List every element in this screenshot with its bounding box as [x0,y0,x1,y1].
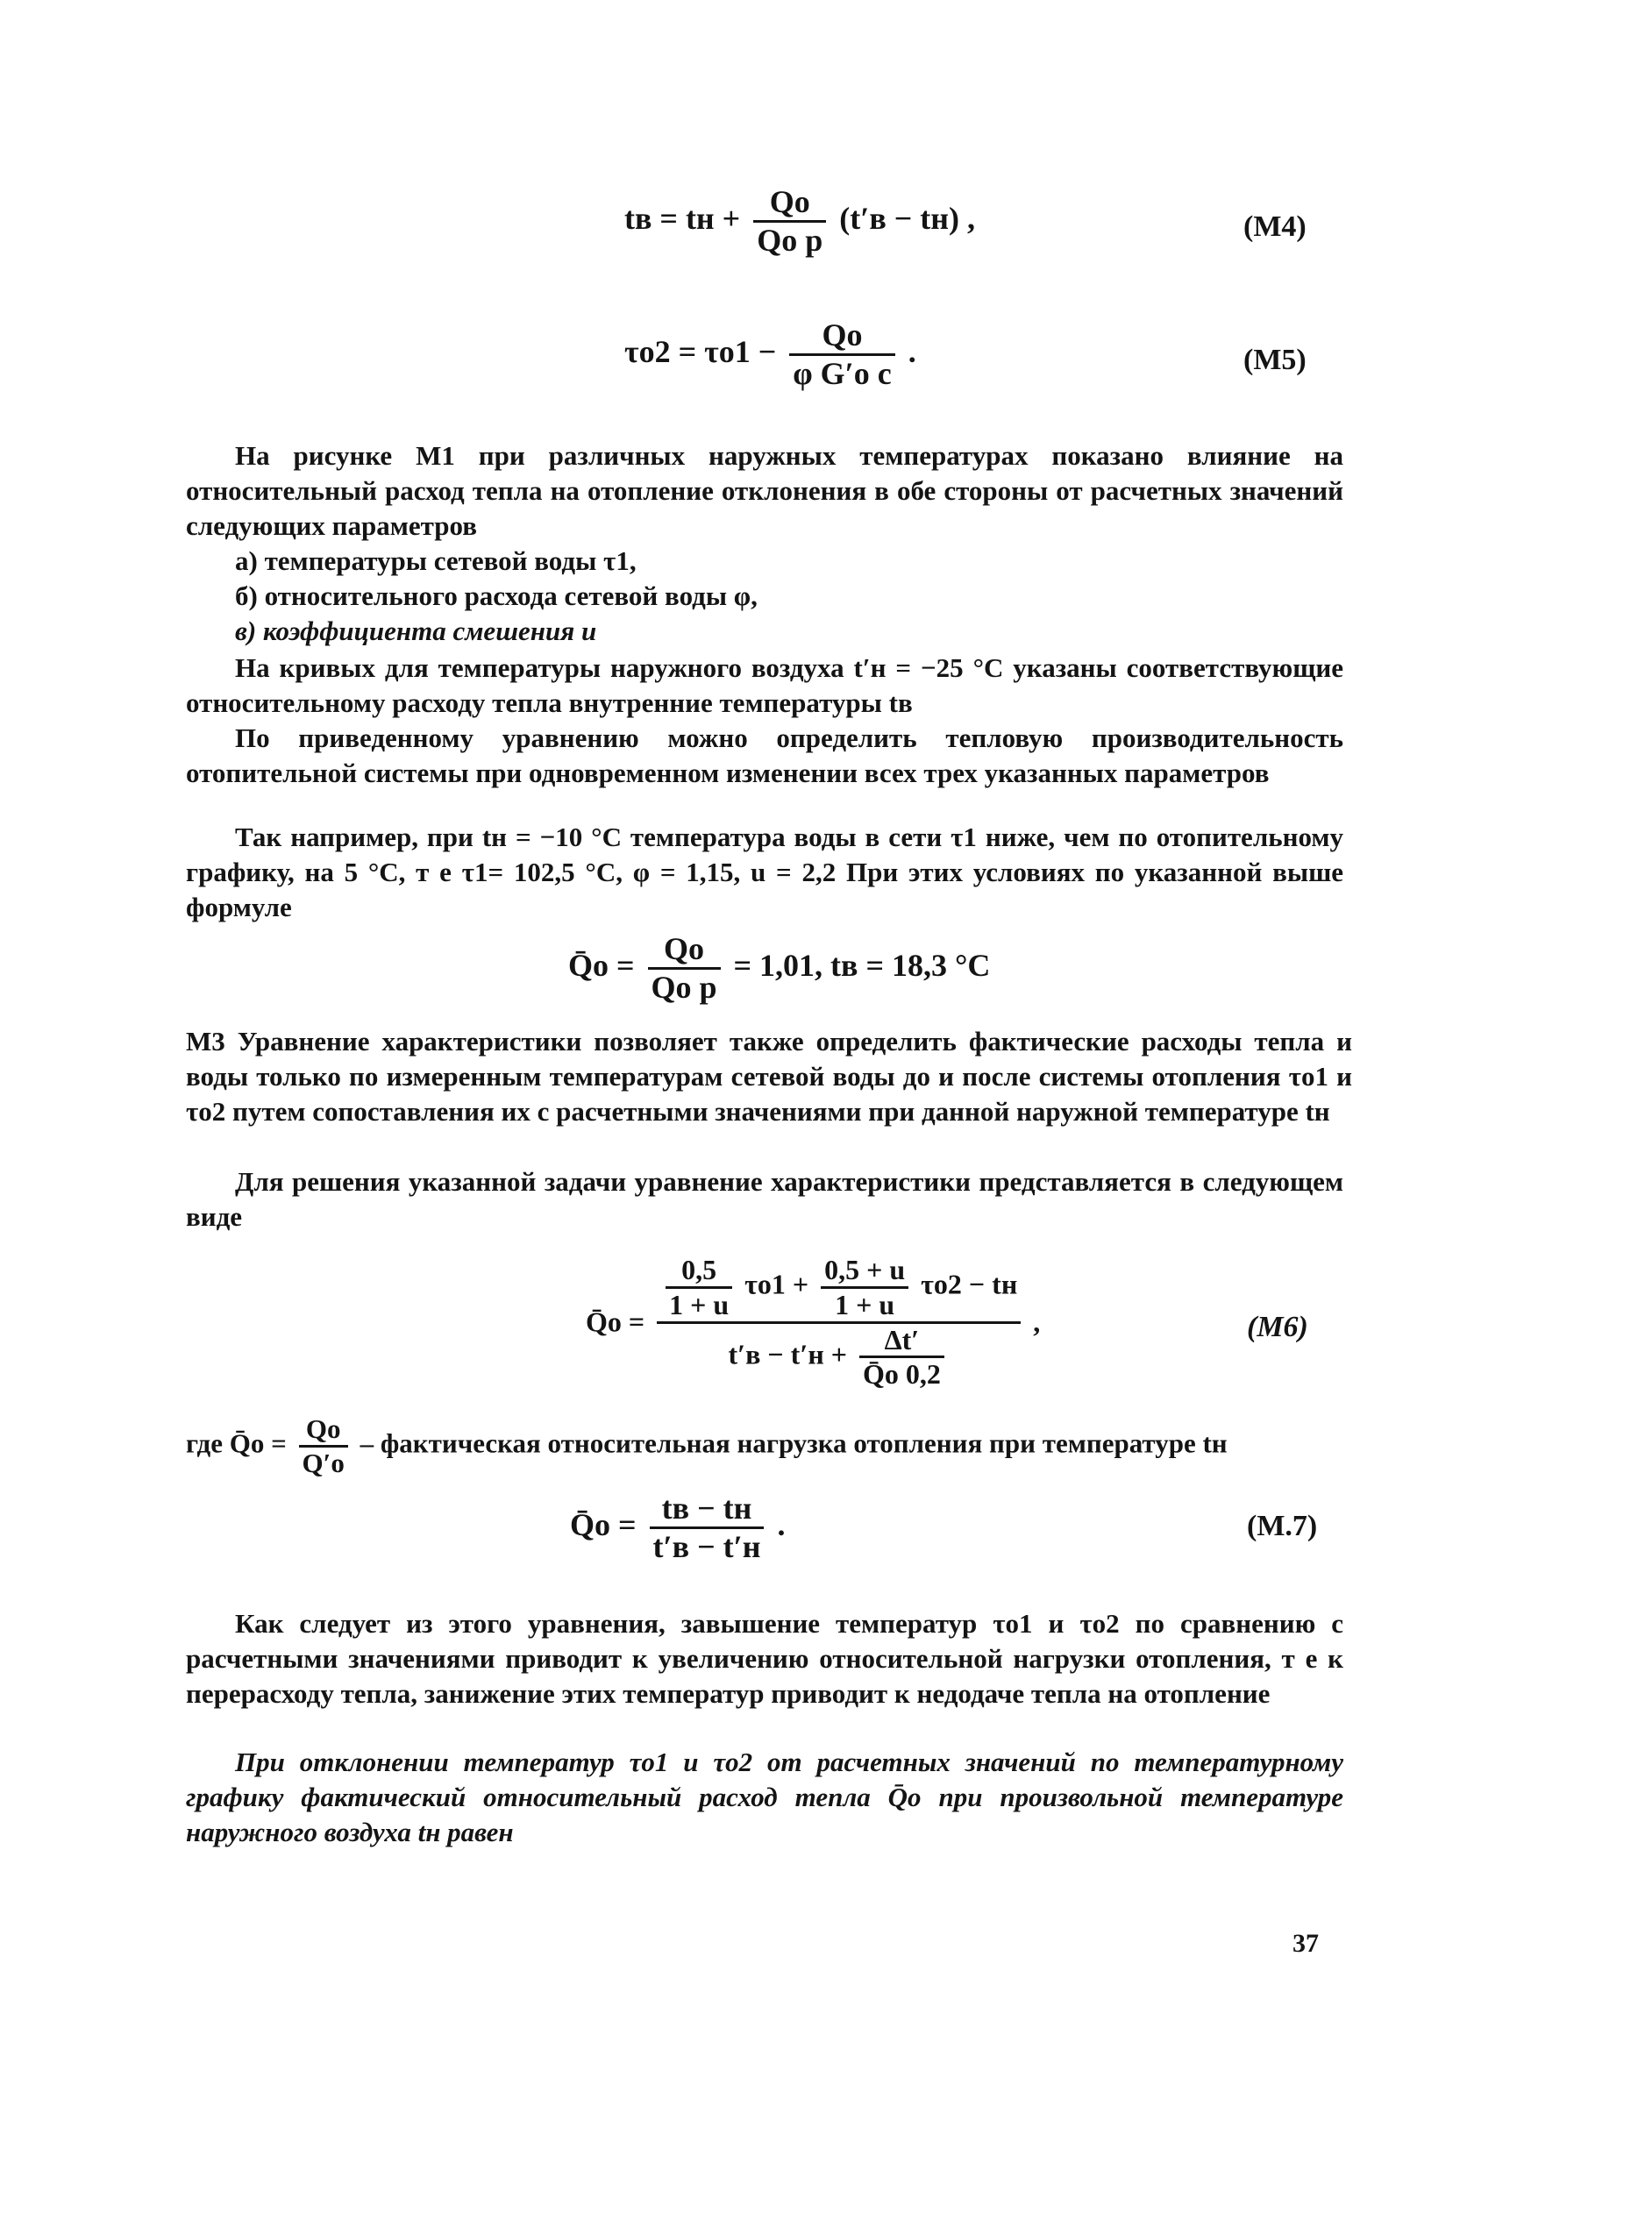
equation-m6-coef-b [821,1254,908,1321]
paragraph-6: Для решения указанной задачи уравнение характеристики представляется в следующем виде [186,1166,1343,1232]
list-item-c: в) коэффициента смешения u [235,616,597,646]
equation-example-fraction [648,931,721,1007]
definition-denominator: Q′о [302,1447,345,1478]
equation-m6-den-fraction [859,1324,944,1391]
definition-fraction [299,1413,348,1478]
equation-m7-lhs: Q̄о = [570,1507,637,1543]
equation-m6-den-text: t′в − t′н + [728,1338,847,1370]
page-number: 37 [1292,1929,1319,1958]
equation-m4-label: (М4) [1243,210,1307,243]
equation-m7-denominator: t′в − t′н [652,1529,761,1565]
paragraph-3: По приведенному уравнению можно определить тепловую производительность отопительной системы при одновременном изменении всех трех указанных параметров [186,722,1343,788]
equation-m5 [624,317,916,393]
definition-text: – фактическая относительная нагрузка отопления при температуре tн [360,1427,1228,1459]
equation-m4-numerator: Qо [753,184,826,223]
coef-a-denominator: 1 + u [669,1288,730,1320]
equation-example [568,931,990,1007]
equation-m7-label: (М.7) [1247,1510,1318,1542]
paragraph-7: Как следует из этого уравнения, завышение температур τо1 и τо2 по сравнению с расчетными значениями приводит к увеличению относительной нагрузки отопления, т е к перерасходу тепла, занижение этих температур приводит к недодаче тепла на отопление [186,1608,1343,1709]
definition-prefix: где [186,1427,223,1459]
equation-m4-denominator: Qо р [757,223,823,259]
equation-m5-label: (М5) [1243,344,1307,376]
coef-b-denominator: 1 + u [835,1288,895,1320]
equation-example-rhs: = 1,01, tв = 18,3 °C [733,948,991,984]
equation-m5-denominator: φ G′о c [793,356,892,392]
paragraph-8: При отклонении температур τо1 и τо2 от расчетных значений по температурному графику фактический относительный расход тепла Q̄о при произвольной температуре наружного воздуха tн равен [186,1747,1343,1847]
equation-m4-fraction [753,184,826,260]
equation-m6-main-fraction [657,1254,1021,1391]
equation-m6-tail: , [1033,1306,1041,1338]
paragraph-2: На кривых для температуры наружного воздуха t′н = −25 °C указаны соответствующие относительному расходу тепла внутренние температуры tв [186,652,1343,718]
equation-example-numerator: Qо [648,931,721,970]
equation-m6 [586,1254,1040,1391]
equation-m4 [624,184,975,260]
equation-m5-numerator: Qо [789,317,895,356]
equation-m7-fraction [650,1491,765,1566]
list-item-a: а) температуры сетевой воды τ1, [235,545,637,576]
definition-line [186,1413,1228,1478]
equation-example-denominator: Qо р [651,970,717,1006]
equation-m6-main-denominator [657,1324,1021,1391]
definition-lhs: Q̄о = [229,1427,287,1459]
equation-m6-term-b: τо2 − tн [921,1268,1018,1300]
equation-m6-lhs: Q̄о = [586,1306,645,1338]
coef-a-numerator: 0,5 [666,1254,732,1289]
paragraph-5: М3 Уравнение характеристики позволяет также определить фактические расходы тепла и воды только по измеренным температурам сетевой воды до и после системы отопления τо1 и τо2 путем сопоставления их с расчетными значениями при данной наружной температуре tн [186,1026,1352,1127]
equation-m7-numerator: tв − tн [650,1491,765,1529]
equation-example-lhs: Q̄о = [568,948,635,984]
equation-m6-term-a: τо1 + [744,1268,809,1300]
den-fraction-numerator: Δt′ [859,1324,944,1359]
den-fraction-denominator: Q̄о 0,2 [862,1358,941,1391]
equation-m6-label: (М6) [1247,1311,1308,1343]
equation-m6-main-numerator [657,1254,1021,1324]
coef-b-numerator: 0,5 + u [821,1254,908,1289]
equation-m5-rhs: . [908,334,916,370]
equation-m4-rhs: (t′в − tн) , [839,201,975,237]
equation-m7-rhs: . [777,1507,786,1543]
equation-m4-lhs: tв = tн + [624,201,741,237]
equation-m5-fraction [789,317,895,393]
equation-m5-lhs: τо2 = τо1 − [624,334,777,370]
paragraph-4: Так например, при tн = −10 °C температура воды в сети τ1 ниже, чем по отопительному графику, на 5 °C, т е τ1= 102,5 °C, φ = 1,15, u = 2,2 При этих условиях по указанной выше формуле [186,822,1343,922]
equation-m7 [570,1491,785,1566]
paragraph-1: На рисунке М1 при различных наружных температурах показано влияние на относительный расход тепла на отопление отклонения в обе стороны от расчетных значений следующих параметров [186,440,1343,541]
list-item-b: б) относительного расхода сетевой воды φ, [235,580,758,611]
equation-m6-coef-a [666,1254,732,1321]
definition-numerator: Qо [299,1413,348,1448]
